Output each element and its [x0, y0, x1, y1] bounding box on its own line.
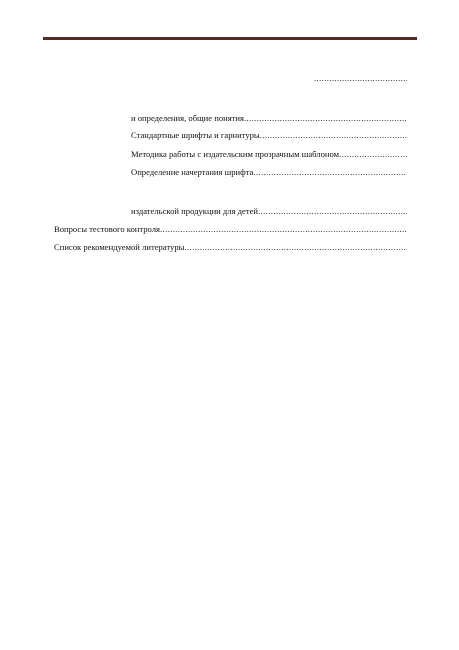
toc-entry-font-style[interactable] — [131, 166, 407, 178]
toc-entry-standard-fonts[interactable] — [131, 129, 407, 141]
toc-entry-definitions[interactable] — [131, 112, 407, 124]
toc-entry-bibliography[interactable] — [54, 241, 407, 253]
toc-entry-text: издательской продукции для детей — [131, 206, 259, 216]
toc-entry-text: Список рекомендуемой литературы — [54, 242, 185, 252]
toc-entry-text: Методика работы с издательским прозрачным шаблоном — [131, 149, 340, 159]
toc-entry-text: Вопросы тестового контроля — [54, 224, 160, 234]
toc-entry-text: Определение начертания шрифта — [131, 167, 254, 177]
toc-dot-leader — [160, 224, 407, 235]
toc-dot-leader — [260, 130, 407, 141]
toc-leader-line[interactable] — [314, 72, 407, 84]
toc-dot-leader — [339, 149, 407, 160]
toc-dot-leader — [314, 73, 407, 84]
toc-entry-test-questions[interactable] — [54, 223, 407, 235]
toc-entry-children-publishing[interactable] — [131, 205, 407, 217]
header-rule — [43, 37, 417, 40]
toc-entry-text: Стандартные шрифты и гарнитуры — [131, 130, 260, 140]
toc-entry-template-method[interactable] — [131, 148, 407, 160]
toc-dot-leader — [184, 242, 407, 253]
toc-dot-leader — [253, 167, 407, 178]
toc-dot-leader — [258, 206, 407, 217]
toc-dot-leader — [244, 113, 407, 124]
toc-entry-text: и определения, общие понятия — [131, 113, 244, 123]
